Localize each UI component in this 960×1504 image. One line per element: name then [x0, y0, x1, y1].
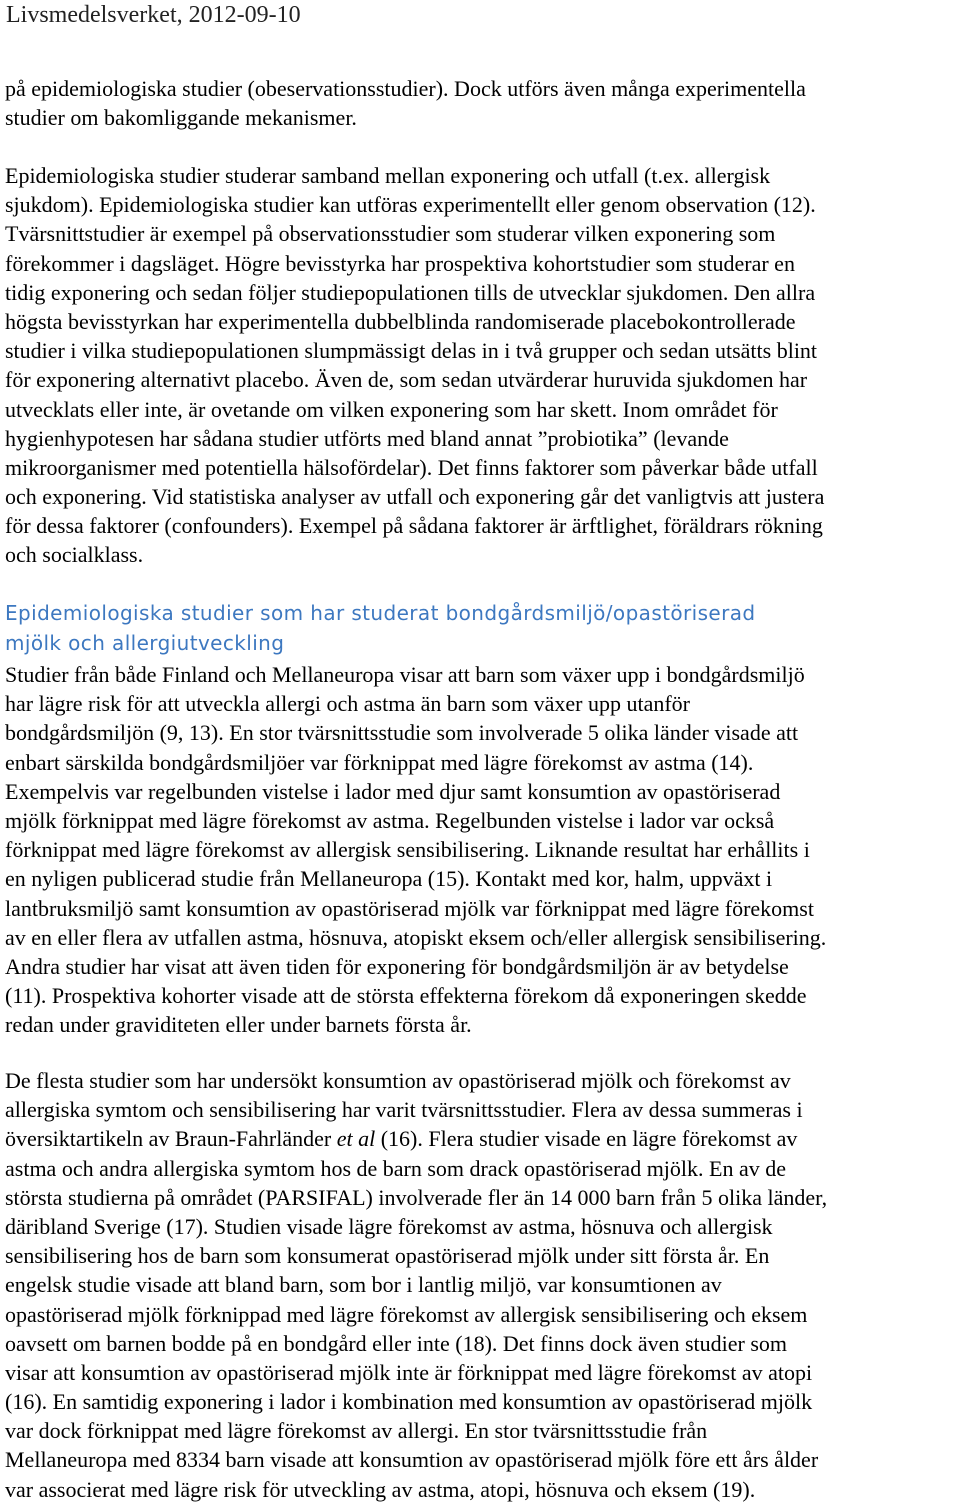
- text-line: för exponering alternativt placebo. Även de, som sedan utvärderar huruvida sjukdomen har: [5, 367, 808, 393]
- text-line: av en eller flera av utfallen astma, hösnuva, atopiskt eksem och/eller allergisk sensibilisering.: [5, 924, 827, 950]
- paragraph-farm-studies: [5, 660, 953, 1039]
- text-line: oavsett om barnen bodde på en bondgård eller inte (18). Det finns dock även studier som: [5, 1330, 787, 1356]
- text-line: sjukdom). Epidemiologiska studier kan utföras experimentellt eller genom observation (12).: [5, 192, 816, 218]
- text-line: (16). En samtidig exponering i lador i kombination med konsumtion av opastöriserad mjölk: [5, 1389, 813, 1415]
- text-line: De flesta studier som har undersökt konsumtion av opastöriserad mjölk och förekomst av: [5, 1068, 791, 1093]
- text-line: högsta bevisstyrkan har experimentella dubbelblinda randomiserade placebokontrollerade: [5, 308, 796, 334]
- text-line: mjölk förknippat med lägre förekomst av astma. Regelbunden vistelse i lador var också: [5, 807, 775, 833]
- text-line: opastöriserad mjölk förknippad med lägre förekomst av allergisk sensibilisering och eksem: [5, 1301, 808, 1327]
- text-line: förknippat med lägre förekomst av allergisk sensibilisering. Liknande resultat har erhållits i: [5, 837, 810, 863]
- text-line: utvecklats eller inte, är ovetande om vilken exponering som har skett. Inom området för: [5, 396, 778, 422]
- text-line: lantbruksmiljö samt konsumtion av opastöriserad mjölk var förknippat med lägre förekomst: [5, 895, 814, 921]
- heading-line: Epidemiologiska studier som har studerat bondgårdsmiljö/opastöriserad: [5, 601, 756, 625]
- text-line: tidig exponering och sedan följer studiepopulationen tills de utvecklar sjukdomen. Den allra: [5, 279, 816, 305]
- text-line: Epidemiologiska studier studerar samband mellan exponering och utfall (t.ex. allergisk: [5, 163, 771, 188]
- text-line: för dessa faktorer (confounders). Exempel på sådana faktorer är ärftlighet, föräldrars rökning: [5, 513, 823, 539]
- text-line: allergiska symtom och sensibilisering har varit tvärsnittsstudier. Flera av dessa summeras i: [5, 1097, 803, 1123]
- italic-et-al: et al: [336, 1126, 376, 1152]
- text-line: en nyligen publicerad studie från Mellaneuropa (15). Kontakt med kor, halm, uppväxt i: [5, 866, 773, 892]
- text-line: bondgårdsmiljön (9, 13). En stor tvärsnittsstudie som involverade 5 olika länder visade att: [5, 720, 799, 746]
- text-segment: översiktartikeln av Braun-Fahrländer: [5, 1126, 337, 1152]
- text-line: astma och andra allergiska symtom hos de barn som drack opastöriserad mjölk. En av de: [5, 1155, 786, 1181]
- text-line: sensibilisering hos de barn som konsumerat opastöriserad mjölk under sitt första år. En: [5, 1243, 770, 1269]
- text-line: mikroorganismer med potentiella hälsofördelar). Det finns faktorer som påverkar både utfall: [5, 454, 818, 480]
- text-line: förekommer i dagsläget. Högre bevisstyrka har prospektiva kohortstudier som studerar en: [5, 250, 795, 276]
- section-heading: [5, 598, 953, 658]
- text-line: däribland Sverige (17). Studien visade lägre förekomst av astma, hösnuva och allergisk: [5, 1213, 773, 1239]
- text-line: Andra studier har visat att även tiden för exponering för bondgårdsmiljön är av betydelse: [5, 953, 789, 979]
- paragraph-intro-continuation: [5, 74, 953, 132]
- text-line: på epidemiologiska studier (obeservationsstudier). Dock utförs även många experimentella: [5, 76, 806, 101]
- text-line: Tvärsnittstudier är exempel på observationsstudier som studerar vilken exponering som: [5, 221, 776, 247]
- running-header: Livsmedelsverket, 2012-09-10: [6, 2, 301, 28]
- text-segment: (16). Flera studier visade en lägre förekomst av: [375, 1126, 798, 1152]
- paragraph-epidemiology: [5, 161, 953, 570]
- text-line: var associerat med lägre risk för utveckling av astma, atopi, hösnuva och eksem (19).: [5, 1476, 756, 1502]
- text-line: var dock förknippat med lägre förekomst av allergi. En stor tvärsnittsstudie från: [5, 1418, 708, 1444]
- text-line: (11). Prospektiva kohorter visade att de största effekterna förekom då exponeringen skedde: [5, 983, 807, 1009]
- paragraph-unpasteurized-milk: [5, 1066, 953, 1504]
- text-line: har lägre risk för att utveckla allergi och astma än barn som växer upp utanför: [5, 691, 691, 717]
- text-line: studier om bakomliggande mekanismer.: [5, 105, 357, 131]
- text-line: studier i vilka studiepopulationen slumpmässigt delas in i två grupper och sedan utsätts blint: [5, 338, 818, 364]
- text-line: engelsk studie visade att bland barn, som bor i lantlig miljö, var konsumtionen av: [5, 1272, 722, 1298]
- text-line: Mellaneuropa med 8334 barn visade att konsumtion av opastöriserad mjölk före ett års ålder: [5, 1447, 819, 1473]
- text-line: visar att konsumtion av opastöriserad mjölk inte är förknippat med lägre förekomst av atopi: [5, 1359, 813, 1385]
- text-line: största studierna på området (PARSIFAL) involverade fler än 14 000 barn från 5 olika länder,: [5, 1184, 828, 1210]
- heading-line: mjölk och allergiutveckling: [5, 631, 285, 655]
- text-line: och exponering. Vid statistiska analyser av utfall och exponering går det vanligtvis att justera: [5, 484, 825, 510]
- text-line: Exempelvis var regelbunden vistelse i lador med djur samt konsumtion av opastöriserad: [5, 778, 781, 804]
- text-line: redan under graviditeten eller under barnets första år.: [5, 1012, 472, 1038]
- text-line: hygienhypotesen har sådana studier utförts med bland annat ”probiotika” (levande: [5, 425, 729, 451]
- text-line: och socialklass.: [5, 542, 144, 568]
- text-line: enbart särskilda bondgårdsmiljöer var förknippat med lägre förekomst av astma (14).: [5, 749, 754, 775]
- text-line-with-citation: [5, 1124, 953, 1153]
- text-line: Studier från både Finland och Mellaneuropa visar att barn som växer upp i bondgårdsmiljö: [5, 662, 805, 687]
